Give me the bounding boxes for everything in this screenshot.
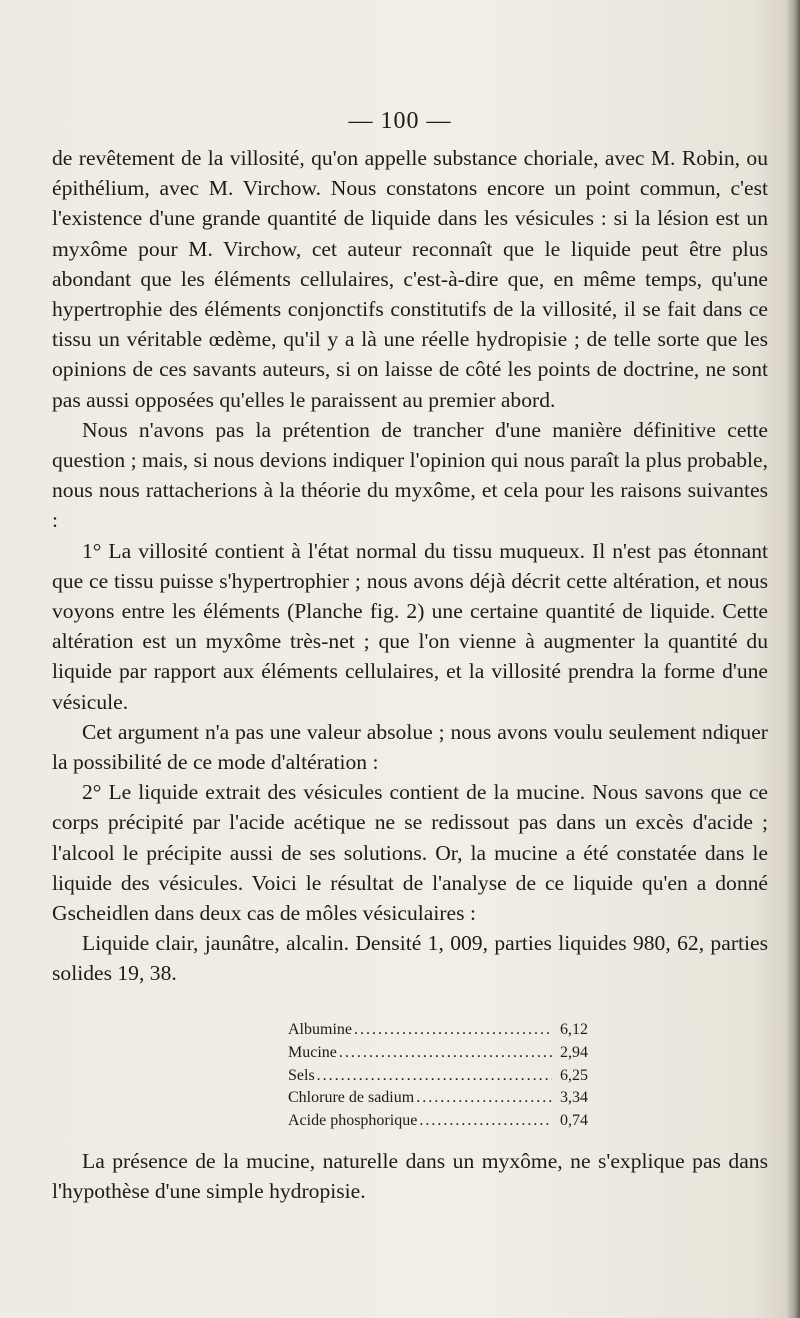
paragraph-2: Nous n'avons pas la prétention de trancher d'une manière définitive cette question ; mais, si nous devions indiquer l'opinion qui nous paraît la plus probable, nous nous rattacherions à la théorie du myxôme, et cela pour les raisons suivantes :	[52, 417, 768, 533]
paragraph-3: 1° La villosité contient à l'état normal du tissu muqueux. Il n'est pas étonnant que ce tissu puisse s'hypertrophier ; nous avons déjà décrit cette altération, et nous voyons entre les éléments (Planche fig. 2) une certaine quantité de liquide. Cette altération est un myxôme très-net ; que l'on vienne à augmenter la quantité du liquide par rapport aux éléments cellulaires, et la villosité prendra la forme d'une vésicule.	[52, 538, 768, 714]
analysis-value: 2,94	[560, 1043, 588, 1061]
analysis-value: 6,12	[560, 1021, 588, 1038]
page-edge-shadow	[786, 0, 800, 1318]
analysis-component: Albumine	[288, 1021, 352, 1038]
analysis-row	[288, 1019, 588, 1042]
analysis-component: Sels	[288, 1066, 315, 1084]
analysis-row	[288, 1087, 588, 1110]
paragraph-6: Liquide clair, jaunâtre, alcalin. Densité 1, 009, parties liquides 980, 62, parties solides 19, 38.	[52, 931, 768, 986]
conclusion-text	[52, 1146, 768, 1206]
leader-dots	[339, 1042, 552, 1065]
analysis-row	[288, 1042, 588, 1065]
page-number: — 100 —	[348, 108, 452, 134]
paragraph-1: de revêtement de la villosité, qu'on appelle substance choriale, avec M. Robin, ou épithélium, avec M. Virchow. Nous constatons encore un point commun, c'est l'existence d'une grande quantité de liquide dans les vésicules : si la lésion est un myxôme pour M. Virchow, cet auteur reconnaît que le liquide peut être plus abondant que les éléments cellulaires, c'est-à-dire que, en même temps, qu'une hypertrophie des éléments conjonctifs constitutifs de la villosité, il se fait dans ce tissu un véritable œdème, qu'il y a là une réelle hydropisie ; de telle sorte que les opinions de ces savants auteurs, si on laisse de côté les points de doctrine, ne sont pas aussi opposées qu'elles le paraissent au premier abord.	[52, 146, 768, 412]
analysis-row	[288, 1065, 588, 1088]
analysis-value: 6,25	[560, 1066, 588, 1084]
main-text	[52, 143, 768, 989]
analysis-component: Mucine	[288, 1043, 337, 1061]
leader-dots	[419, 1110, 552, 1133]
analysis-value: 0,74	[560, 1112, 588, 1130]
analysis-component: Chlorure de sadium	[288, 1089, 415, 1107]
leader-dots	[416, 1087, 552, 1110]
paragraph-5: 2° Le liquide extrait des vésicules contient de la mucine. Nous savons que ce corps précipité par l'acide acétique ne se redissout pas dans un excès d'acide ; l'alcool le précipite aussi de ses solutions. Or, la mucine a été constatée dans le liquide des vésicules. Voici le résultat de l'analyse de ce liquide qu'en a donné Gscheidlen dans deux cas de môles vésiculaires :	[52, 780, 768, 926]
analysis-value: 3,34	[560, 1089, 588, 1107]
leader-dots	[354, 1019, 552, 1042]
paragraph-4: Cet argument n'a pas une valeur absolue ; nous avons voulu seulement ndiquer la possibilité de ce mode d'altération :	[52, 719, 768, 775]
paragraph-conclusion: La présence de la mucine, naturelle dans un myxôme, ne s'explique pas dans l'hypothèse d'une simple hydropisie.	[52, 1149, 768, 1204]
analysis-row	[288, 1110, 588, 1133]
analysis-component: Acide phosphorique	[288, 1112, 418, 1130]
leader-dots	[317, 1065, 552, 1088]
analysis-table	[288, 1019, 588, 1133]
